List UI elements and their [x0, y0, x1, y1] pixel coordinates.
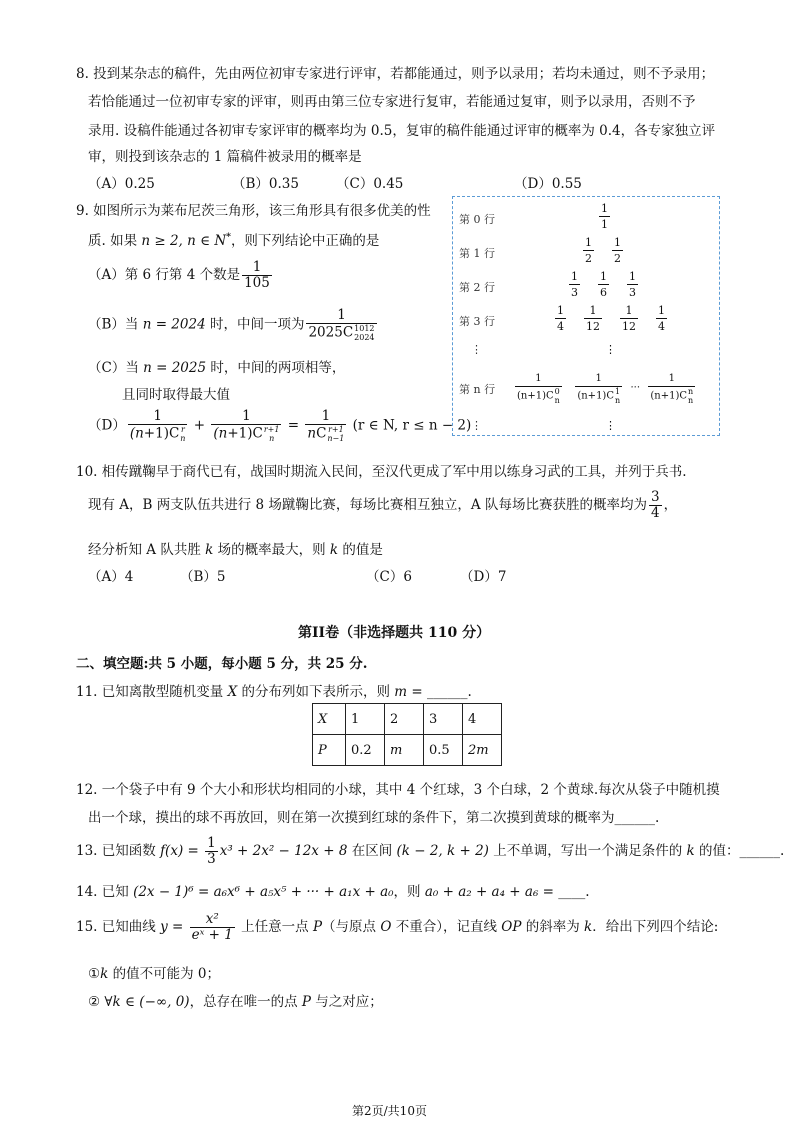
table-cell: P: [313, 735, 346, 766]
table-cell: m: [385, 735, 424, 766]
q10-line3: 经分析知 A 队共胜 k 场的概率最大，则 k 的值是: [88, 542, 383, 558]
q9-line2: 质. 如果 n ≥ 2, n ∈ N*，则下列结论中正确的是: [88, 232, 380, 249]
q10-line1: 10. 相传蹴鞠早于商代已有，战国时期流入民间，至汉代更成了军中用以练身习武的工具，并列于兵书.: [76, 464, 687, 480]
q8-option-c: （C）0.45: [336, 176, 404, 192]
row-label-dots-2: ⋮: [471, 419, 482, 432]
row-label-1: 第 1 行: [459, 247, 495, 260]
q8-line4: 审，则投到该杂志的 1 篇稿件被录用的概率是: [88, 149, 362, 165]
q9-line1: 9. 如图所示为莱布尼茨三角形，该三角形具有很多优美的性: [76, 203, 431, 219]
q8-option-a: （A）0.25: [88, 176, 155, 192]
row-label-3: 第 3 行: [459, 315, 495, 328]
q12-line2: 出一个球，摸出的球不再放回，则在第一次摸到红球的条件下，第二次摸到黄球的概率为______.: [88, 810, 660, 826]
q15-conclusion-2: ② ∀k ∈ (−∞, 0)，总存在唯一的点 P 与之对应；: [88, 994, 383, 1010]
section-title: 第II卷（非选择题共 110 分）: [298, 625, 491, 641]
q11-text: 11. 已知离散型随机变量 X 的分布列如下表所示，则 m = ______.: [76, 684, 472, 700]
triangle-row-3: $\frac{1}{4}$ $\frac{1}{12}$ $\frac{1}{12}$ $\frac{1}{4}$: [557, 304, 665, 333]
q15-conclusion-1: ①k 的值不可能为 0；: [88, 966, 220, 982]
table-cell: 0.2: [346, 735, 385, 766]
q9-option-c-line2: 且同时取得最大值: [122, 387, 230, 403]
q14-text: 14. 已知 (2x − 1)⁶ = a₆x⁶ + a₅x⁵ + ··· + a₁x + a₀，则 a₀ + a₂ + a₄ + a₆ = ____.: [76, 884, 590, 900]
triangle-row-1: $\frac{1}{2}$ $\frac{1}{2}$: [585, 236, 621, 265]
q10-line2: 现有 A，B 两支队伍共进行 8 场蹴鞠比赛，每场比赛相互独立，A 队每场比赛获胜的概率均为 $\frac{3}{4}$ ，: [88, 489, 678, 521]
table-row: [313, 735, 502, 766]
row-label-2: 第 2 行: [459, 281, 495, 294]
table-cell: 1: [346, 704, 385, 735]
triangle-ellipsis: ···: [630, 382, 641, 394]
table-cell: 0.5: [424, 735, 463, 766]
q9-option-d: （D） 1 (n+1)C r n + 1 (n+1)C r+1 n = 1 nC r+1 n−1 (r ∈ N, r ≤ n − 2): [88, 408, 472, 443]
row-label-dots-1: ⋮: [471, 343, 482, 356]
q9-option-a: （A）第 6 行第 4 个数是 $\frac{1}{105}$: [88, 259, 270, 291]
table-cell: 2m: [463, 735, 502, 766]
q8-line3: 录用. 设稿件能通过各初审专家评审的概率均为 0.5，复审的稿件能通过评审的概率为 0.4，各专家独立评: [88, 123, 716, 139]
table-row: [313, 704, 502, 735]
q10-option-a: （A）4: [88, 569, 134, 585]
q15-text: 15. 已知曲线 y = $\frac{\text{x²}}{\text{eˣ + 1}}$ 上任意一点 P（与原点 O 不重合），记直线 OP 的斜率为 k．给出下列四个结论:: [76, 911, 719, 943]
table-cell: X: [313, 704, 346, 735]
triangle-row-0: $\frac{1}{1}$: [601, 202, 608, 231]
leibniz-triangle-figure: [452, 196, 720, 436]
triangle-row-n: 1 (n+1)C 0 n 1 (n+1)C 1 n ··· 1 (n+1)C n n: [517, 373, 694, 405]
distribution-table: [312, 703, 502, 766]
q8-line2: 若恰能通过一位初审专家的评审，则再由第三位专家进行复审，若能通过复审，则予以录用，否则不予: [88, 94, 696, 110]
row-label-n: 第 n 行: [459, 383, 496, 396]
q9-option-b: （B）当 n = 2024 时，中间一项为 1 2025C 1012 2024: [88, 307, 375, 342]
q12-line1: 12. 一个袋子中有 9 个大小和形状均相同的小球，其中 4 个红球，3 个白球，2 个黄球.每次从袋子中随机摸: [76, 782, 720, 798]
table-cell: 3: [424, 704, 463, 735]
triangle-dots-1: ⋮: [605, 343, 616, 356]
page-footer: 第2页/共10页: [352, 1104, 427, 1118]
q13-text: 13. 已知函数 f(x) = $\frac{1}{3}$ x³ + 2x² − 12x + 8 在区间 (k − 2, k + 2) 上不单调，写出一个满足条件的 k 的值：______.: [76, 835, 785, 867]
triangle-dots-2: ⋮: [605, 419, 616, 432]
q8-line1: 8. 投到某杂志的稿件，先由两位初审专家进行评审，若都能通过，则予以录用；若均未通过，则不予录用；: [76, 66, 715, 82]
triangle-row-2: $\frac{1}{3}$ $\frac{1}{6}$ $\frac{1}{3}$: [571, 270, 636, 299]
table-cell: 4: [463, 704, 502, 735]
row-label-0: 第 0 行: [459, 213, 495, 226]
q10-option-b: （B）5: [180, 569, 226, 585]
table-cell: 2: [385, 704, 424, 735]
q8-option-d: （D）0.55: [514, 176, 582, 192]
q10-option-d: （D）7: [460, 569, 507, 585]
part-two-heading: 二、填空题:共 5 小题，每小题 5 分，共 25 分.: [76, 656, 368, 672]
q10-option-c: （C）6: [366, 569, 412, 585]
q9-option-c-line1: （C）当 n = 2025 时，中间的两项相等，: [88, 360, 346, 376]
q8-option-b: （B）0.35: [232, 176, 299, 192]
